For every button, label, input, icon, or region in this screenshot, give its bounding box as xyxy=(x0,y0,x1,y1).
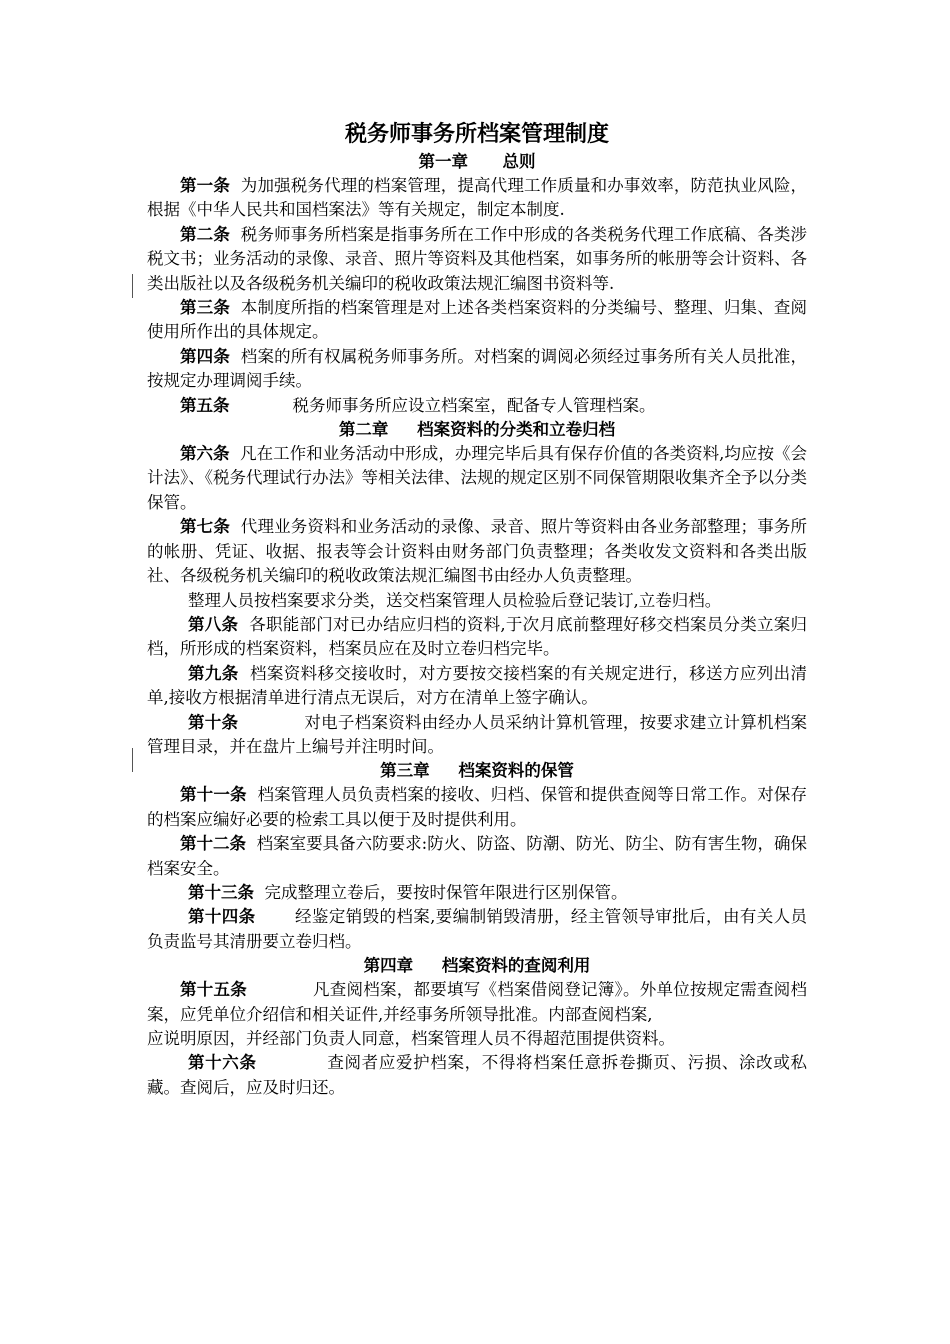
article-label: 第六条 xyxy=(180,444,230,464)
article-label: 第三条 xyxy=(180,298,230,318)
article-paragraph xyxy=(147,832,807,881)
article-text: 查阅者应爱护档案，不得将档案任意拆卷撕页、污损、涂改或私藏。查阅后，应及时归还。 xyxy=(147,1053,807,1097)
document-body xyxy=(147,150,807,1100)
article-label: 第十条 xyxy=(188,712,239,732)
article-separator xyxy=(230,225,241,244)
article-separator xyxy=(247,980,313,999)
article-text: 各职能部门对已办结应归档的资料,于次月底前整理好移交档案员分类立案归档，所形成的档案资料，档案员应在及时立卷归档完毕。 xyxy=(147,614,807,659)
article-label: 第十二条 xyxy=(180,834,247,854)
revision-bar xyxy=(132,748,133,772)
article-separator xyxy=(230,176,241,195)
article-text: 本制度所指的档案管理是对上述各类档案资料的分类编号、整理、归集、查阅使用所作出的具体规定。 xyxy=(147,298,808,342)
article-paragraph xyxy=(147,394,807,418)
article-label: 第五条 xyxy=(180,395,230,415)
article-paragraph xyxy=(147,515,807,588)
article-separator xyxy=(247,785,258,804)
article-separator xyxy=(230,444,241,463)
article-text: 完成整理立卷后，要按时保管年限进行区别保管。 xyxy=(264,882,628,902)
article-paragraph xyxy=(147,442,807,515)
article-paragraph xyxy=(147,1027,807,1051)
article-separator xyxy=(230,396,293,415)
article-paragraph xyxy=(147,613,807,662)
article-paragraph xyxy=(147,223,807,296)
article-paragraph xyxy=(147,1051,807,1100)
article-label: 第十六条 xyxy=(188,1053,257,1073)
article-paragraph xyxy=(147,174,807,223)
chapter-heading: 第二章 档案资料的分类和立卷归档 xyxy=(338,420,616,440)
article-text: 凡查阅档案，都要填写《档案借阅登记簿》。外单位按规定需查阅档案，应凭单位介绍信和相关证件,并经事务所领导批准。内部查阅档案, xyxy=(147,980,807,1024)
article-separator xyxy=(239,664,250,683)
article-label: 第十三条 xyxy=(188,882,254,902)
article-text: 整理人员按档案要求分类，送交档案管理人员检验后登记装订,立卷归档。 xyxy=(188,590,722,610)
article-separator xyxy=(246,834,257,853)
article-label: 第二条 xyxy=(180,224,230,244)
article-separator xyxy=(257,1053,328,1072)
article-separator xyxy=(230,347,241,366)
article-text: 档案的所有权属税务师事务所。对档案的调阅必须经过事务所有关人员批准，按规定办理调阅手续。 xyxy=(147,346,808,391)
article-paragraph xyxy=(147,881,807,905)
article-label: 第十一条 xyxy=(180,785,247,805)
article-label: 第一条 xyxy=(180,176,230,195)
article-paragraph xyxy=(147,711,807,760)
article-text: 档案管理人员负责档案的接收、归档、保管和提供查阅等日常工作。对保存的档案应编好必要的检索工具以便于及时提供利用。 xyxy=(147,785,808,829)
article-text: 代理业务资料和业务活动的录像、录音、照片等资料由各业务部整理；事务所的帐册、凭证、收据、报表等会计资料由财务部门负责整理；各类收发文资料和各类出版社、各级税务机关编印的税收政策法规汇编图书由经办人负责整理。 xyxy=(147,517,808,586)
article-paragraph xyxy=(147,345,807,394)
article-paragraph xyxy=(147,905,807,954)
document-title: 税务师事务所档案管理制度 xyxy=(344,122,609,147)
article-paragraph xyxy=(147,296,807,345)
article-text: 档案资料移交接收时，对方要按交接档案的有关规定进行，移送方应列出清单,接收方根据清单进行清点无误后，对方在清单上签字确认。 xyxy=(147,663,808,708)
chapter-heading: 第三章 档案资料的保管 xyxy=(380,761,574,781)
article-separator xyxy=(230,298,241,317)
article-paragraph xyxy=(147,978,807,1027)
article-separator xyxy=(254,883,265,902)
article-text: 经鉴定销毁的档案,要编制销毁清册，经主管领导审批后，由有关人员负责监号其清册要立卷归档。 xyxy=(147,907,808,951)
article-paragraph xyxy=(147,783,807,832)
article-label: 第四条 xyxy=(180,346,230,366)
article-text: 税务师事务所档案是指事务所在工作中形成的各类税务代理工作底稿、各类涉税文书；业务活动的录像、录音、照片等资料及其他档案，如事务所的帐册等会计资料、各类出版社以及各级税务机关编印的税收政策法规汇编图书资料等. xyxy=(147,224,808,293)
article-text: 应说明原因，并经部门负责人同意，档案管理人员不得超范围提供资料。 xyxy=(147,1029,675,1048)
article-label: 第八条 xyxy=(188,614,239,634)
article-label: 第十五条 xyxy=(180,980,248,1000)
revision-bar xyxy=(132,274,133,298)
article-label: 第十四条 xyxy=(188,907,256,927)
article-text: 档案室要具备六防要求:防火、防盗、防潮、防光、防尘、防有害生物，确保档案安全。 xyxy=(147,834,807,878)
article-text: 税务师事务所应设立档案室，配备专人管理档案。 xyxy=(292,395,656,415)
document-page xyxy=(147,120,807,1100)
article-separator xyxy=(238,615,249,634)
article-label: 第九条 xyxy=(188,663,239,683)
article-separator xyxy=(238,713,304,732)
article-text: 对电子档案资料由经办人员采纳计算机管理，按要求建立计算机档案管理目录，并在盘片上编号并注明时间。 xyxy=(147,712,808,756)
article-separator xyxy=(256,907,295,926)
article-label: 第七条 xyxy=(180,517,230,537)
article-text: 凡在工作和业务活动中形成，办理完毕后具有保存价值的各类资料,均应按《会计法》、《税务代理试行办法》等相关法律、法规的规定区别不同保管期限收集齐全予以分类保管。 xyxy=(147,444,807,512)
article-text: 为加强税务代理的档案管理，提高代理工作质量和办事效率，防范执业风险，根据《中华人民共和国档案法》等有关规定，制定本制度. xyxy=(147,176,808,220)
chapter-heading: 第四章 档案资料的查阅利用 xyxy=(363,956,591,976)
article-paragraph xyxy=(147,662,807,711)
article-paragraph xyxy=(147,589,807,613)
chapter-heading: 第一章 总则 xyxy=(418,152,536,171)
article-separator xyxy=(230,517,241,536)
